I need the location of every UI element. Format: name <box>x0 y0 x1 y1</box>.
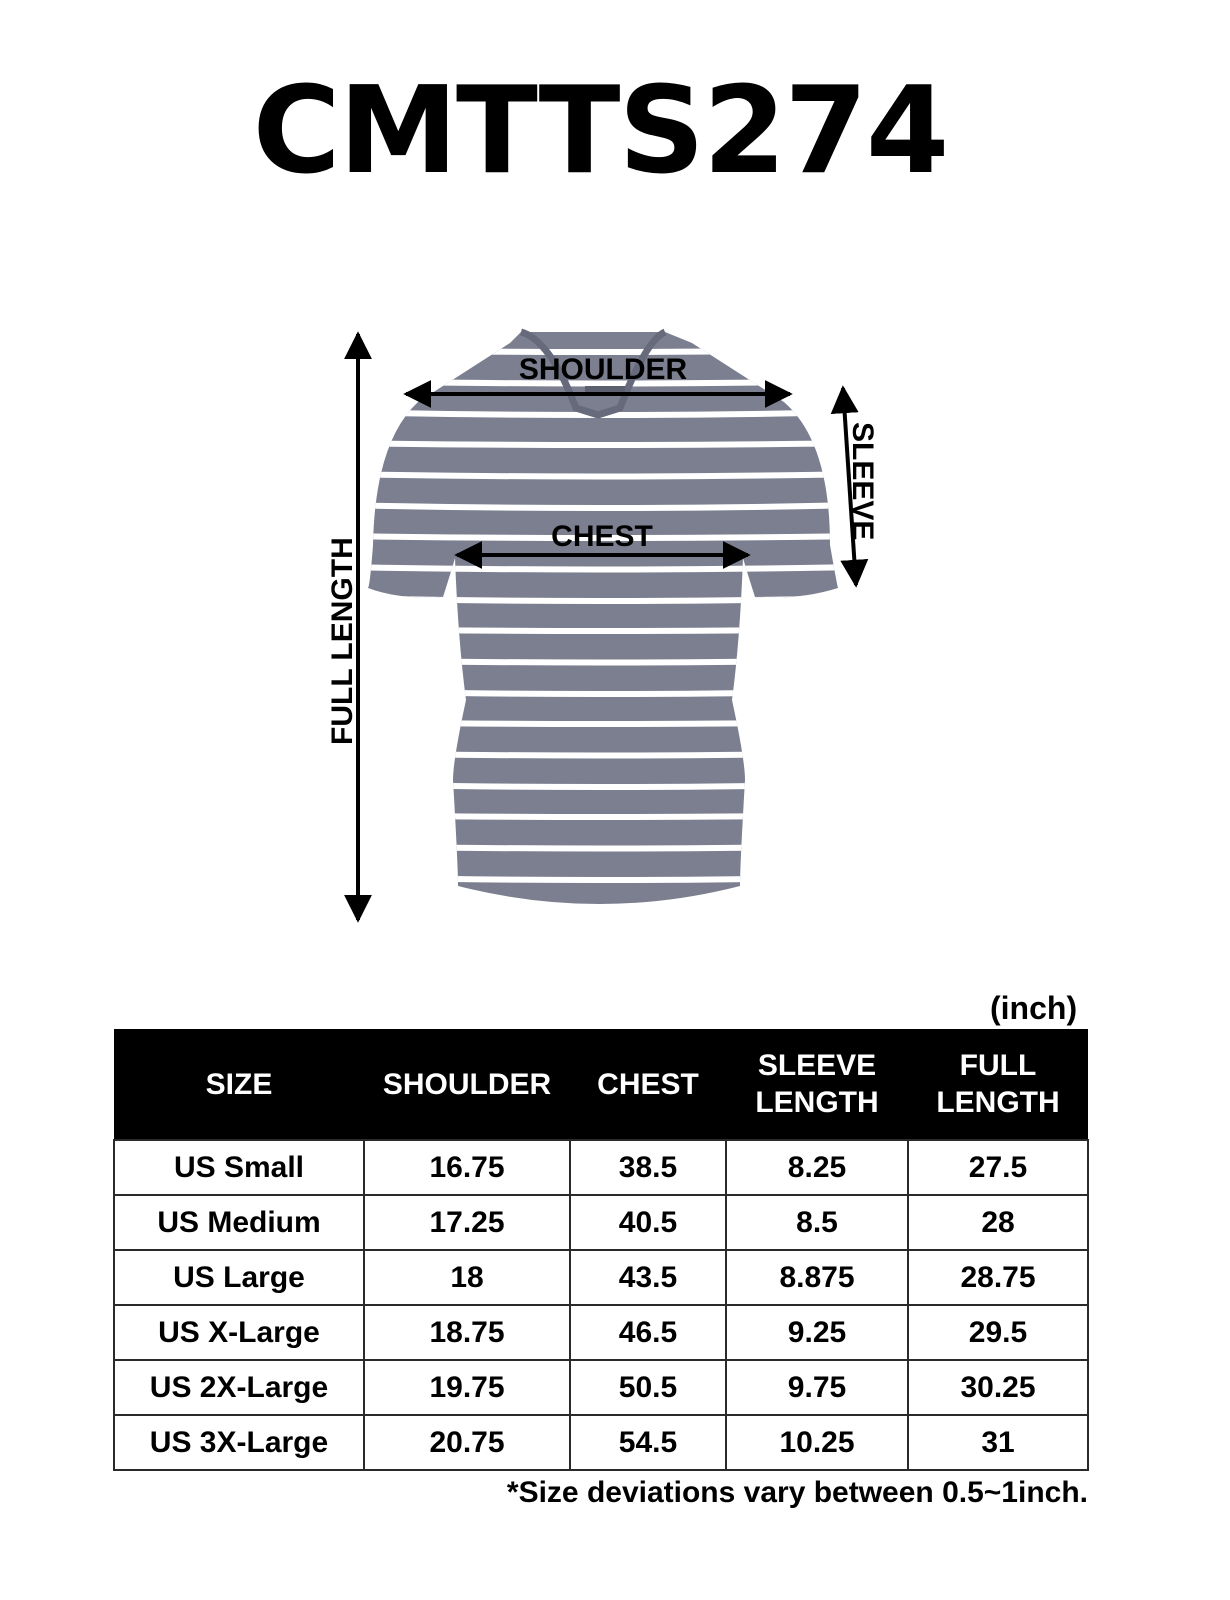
size-cell: US 2X-Large <box>114 1360 364 1415</box>
size-cell: US Small <box>114 1140 364 1195</box>
table-body <box>114 1140 1088 1470</box>
size-cell: US X-Large <box>114 1305 364 1360</box>
measurement-cell: 46.5 <box>570 1305 726 1360</box>
measurement-cell: 28.75 <box>908 1250 1088 1305</box>
product-code-title: CMTTS274 <box>252 62 948 201</box>
table-row <box>114 1415 1088 1470</box>
shirt-stripe <box>340 598 860 601</box>
measurement-cell: 50.5 <box>570 1360 726 1415</box>
column-header-text: SIZE <box>205 1067 273 1101</box>
table-row <box>114 1360 1088 1415</box>
measurement-cell: 27.5 <box>908 1140 1088 1195</box>
column-header <box>908 1029 1088 1140</box>
column-header <box>114 1029 364 1140</box>
column-header-text: SLEEVE <box>757 1049 877 1082</box>
column-header-text: SHOULDER <box>382 1067 552 1101</box>
shirt-stripe <box>340 660 860 663</box>
unit-label: (inch) <box>990 990 1078 1026</box>
shirt-stripe <box>340 784 860 787</box>
measurement-cell: 28 <box>908 1195 1088 1250</box>
shirt-stripe <box>340 350 860 352</box>
measurement-cell: 19.75 <box>364 1360 570 1415</box>
measurement-cell: 10.25 <box>726 1415 908 1470</box>
shirt-stripe <box>340 567 860 570</box>
measurement-cell: 8.875 <box>726 1250 908 1305</box>
measurement-cell: 17.25 <box>364 1195 570 1250</box>
shirt-stripe <box>340 877 860 880</box>
measurement-cell: 31 <box>908 1415 1088 1470</box>
column-header-text: LENGTH <box>936 1086 1060 1119</box>
measurement-cell: 30.25 <box>908 1360 1088 1415</box>
column-header <box>570 1029 726 1140</box>
measurement-cell: 40.5 <box>570 1195 726 1250</box>
measurement-cell: 8.25 <box>726 1140 908 1195</box>
shoulder-label: SHOULDER <box>518 353 688 386</box>
column-header <box>364 1029 570 1140</box>
measurement-cell: 9.25 <box>726 1305 908 1360</box>
table-header-row <box>114 1029 1088 1140</box>
table-row <box>114 1140 1088 1195</box>
size-deviation-note: *Size deviations vary between 0.5~1inch. <box>506 1476 1088 1509</box>
full-length-label: FULL LENGTH <box>326 537 359 745</box>
tshirt-graphic <box>340 332 860 910</box>
shirt-stripe <box>340 908 860 910</box>
shirt-stripe <box>340 505 860 508</box>
chest-label: CHEST <box>551 520 653 553</box>
measurement-cell: 54.5 <box>570 1415 726 1470</box>
sleeve-label: SLEEVE <box>846 422 879 541</box>
measurement-cell: 18 <box>364 1250 570 1305</box>
measurement-cell: 8.5 <box>726 1195 908 1250</box>
size-cell: US Medium <box>114 1195 364 1250</box>
shirt-stripe <box>340 846 860 849</box>
table-row <box>114 1195 1088 1250</box>
table-row <box>114 1305 1088 1360</box>
column-header <box>726 1029 908 1140</box>
tshirt-measurement-diagram <box>300 310 920 940</box>
column-header-text: FULL <box>959 1049 1037 1082</box>
shirt-stripe <box>340 815 860 817</box>
column-header-text: CHEST <box>597 1067 699 1101</box>
measurement-cell: 38.5 <box>570 1140 726 1195</box>
measurement-cell: 29.5 <box>908 1305 1088 1360</box>
measurement-cell: 43.5 <box>570 1250 726 1305</box>
shirt-stripe <box>340 722 860 724</box>
measurement-cell: 16.75 <box>364 1140 570 1195</box>
shirt-stripe <box>340 443 860 445</box>
table-row <box>114 1250 1088 1305</box>
column-header-text: LENGTH <box>755 1086 879 1119</box>
size-cell: US Large <box>114 1250 364 1305</box>
shirt-stripe <box>340 691 860 694</box>
measurement-cell: 20.75 <box>364 1415 570 1470</box>
size-chart-table <box>113 1029 1089 1471</box>
shirt-stripe <box>340 753 860 756</box>
shirt-stripe <box>340 629 860 631</box>
shirt-stripe <box>340 474 860 477</box>
measurement-cell: 18.75 <box>364 1305 570 1360</box>
size-cell: US 3X-Large <box>114 1415 364 1470</box>
measurement-cell: 9.75 <box>726 1360 908 1415</box>
